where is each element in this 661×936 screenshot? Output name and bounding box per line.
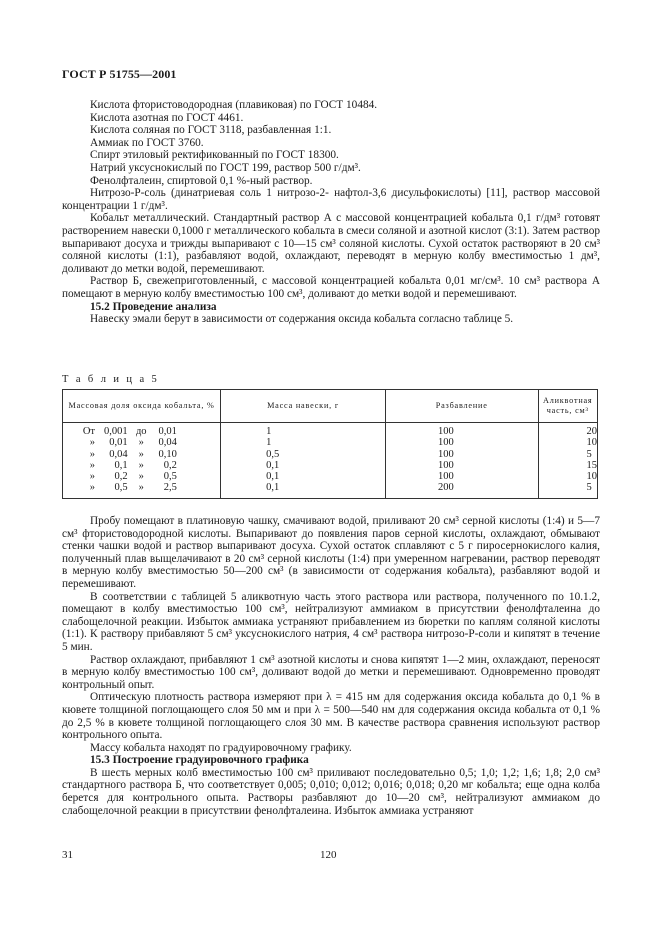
table-cell [63,460,221,471]
cell-sep: » [138,471,144,483]
table-row [63,460,598,471]
cell-sep: до [135,426,147,437]
table-row [63,437,598,448]
column-header: Массовая доля оксида кобальта, % [63,390,221,423]
table-row [63,482,598,498]
table-cell: 1 [221,437,386,448]
table-cell: 10 [538,437,598,448]
table-cell [63,423,221,438]
table-cell: 0,1 [221,482,386,498]
paragraph: Аммиак по ГОСТ 3760. [90,136,204,149]
table-cell [63,449,221,460]
cell-sep: » [138,448,144,460]
cell-from: 0,1 [114,459,128,471]
table-caption: Т а б л и ц а 5 [62,374,160,385]
cell-prefix: » [89,482,95,494]
table-cell [63,437,221,448]
paragraph: Спирт этиловый ректификованный по ГОСТ 18300. [90,149,339,162]
footer-number: 31 [62,849,73,861]
table-cell: 100 [385,423,538,438]
paragraph: Пробу помещают в платиновую чашку, смачивают водой, приливают 20 см³ серной кислоты (1:4) и 5—7 см³ фтористоводородной кислоты. Выпаривают до появления паров серной кислоты, охлаждают, обмывают стенки чашки водой и раствор выпаривают досуха. Сухой остаток сплавляют с 5 г пиросернокислого калия, полученный плав выщелачивают в 20 см³ серной кислоты (1:4) при умеренном нагревании, раствор переводят в мерную колбу вместимостью 50—200 см³ (в зависимости от содержания кобальта), разбавляют водой и перемешивают. [62,515,600,590]
column-header: Разбавление [385,390,538,423]
paragraph: Кобальт металлический. Стандартный раствор А с массовой концентрацией кобальта 0,1 г/дм³ готовят растворением навески 0,1000 г металлического кобальта в смеси соляной и азотной кислот (3:1). Затем раствор выпаривают досуха и трижды выпаривают с 10—15 см³ соляной кислоты. Сухой остаток растворяют в 20 см³ соляной кислоты (1:1), разбавляют водой, охлаждают, переводят в мерную колбу вместимостью 1 дм³, доливают до метки водой, перемешивают. [62,212,600,275]
cell-to: 0,5 [163,471,177,483]
table-cell: 0,1 [221,471,386,482]
table-cell: 5 [538,482,598,498]
table-5 [62,389,598,499]
table-cell: 0,5 [221,449,386,460]
paragraph: Оптическую плотность раствора измеряют при λ = 415 нм для содержания оксида кобальта до 0,1 % в кювете толщиной поглощающего слоя 50 мм и при λ = 500—540 нм для содержания оксида кобальта от 0,1 % до 2,5 % в кювете толщиной поглощающего слоя 30 мм. В качестве раствора сравнения используют раствор контрольного опыта. [62,691,600,742]
analysis-section [62,515,600,817]
table-cell [63,471,221,482]
paragraph: Раствор охлаждают, прибавляют 1 см³ азотной кислоты и снова кипятят 1—2 мин, охлаждают, переносят в мерную колбу вместимостью 100 см³, доливают водой до метки и перемешивают. Одновременно проводят контрольный опыт. [62,653,600,691]
table-cell [63,482,221,498]
table-row [63,423,598,438]
cell-from: 0,5 [114,482,128,494]
paragraph: Раствор Б, свежеприготовленный, с массовой концентрацией кобальта 0,01 мг/см³. 10 см³ раствора А помещают в мерную колбу вместимостью 100 см³, доливают до метки водой и перемешивают. [62,275,600,300]
table-cell: 1 [221,423,386,438]
table-row [63,449,598,460]
cell-prefix: » [89,448,95,460]
cell-prefix: От [82,426,95,437]
table-cell: 5 [538,449,598,460]
table-cell: 15 [538,460,598,471]
column-header: Масса навески, г [221,390,386,423]
table-cell: 10 [538,471,598,482]
reagents-section [62,99,600,326]
cell-from: 0,04 [109,448,128,460]
cell-from: 0,001 [104,426,128,437]
cell-sep: » [138,482,144,494]
column-header: Аликвотная часть, см³ [538,390,598,423]
table-cell: 0,1 [221,460,386,471]
table-cell: 200 [385,482,538,498]
paragraph: Кислота соляная по ГОСТ 3118, разбавленная 1:1. [90,124,332,137]
cell-prefix: » [89,459,95,471]
cell-sep: » [138,437,144,449]
standard-header: ГОСТ Р 51755—2001 [62,67,177,81]
section-heading-15-3: 15.3 Построение градуировочного графика [90,754,309,767]
cell-to: 0,2 [163,459,177,471]
table-cell: 100 [385,449,538,460]
paragraph: Натрий уксуснокислый по ГОСТ 199, раствор 500 г/дм³. [90,161,361,174]
table-header-row [63,390,598,423]
cell-to: 0,10 [158,448,177,460]
table-row [63,471,598,482]
cell-from: 0,01 [109,437,128,449]
paragraph: Массу кобальта находят по градуировочному графику. [90,741,352,754]
paragraph: Фенолфталеин, спиртовой 0,1 %-ный раствор. [90,174,313,187]
paragraph: Кислота азотная по ГОСТ 4461. [90,111,244,124]
cell-prefix: » [89,437,95,449]
paragraph: В шесть мерных колб вместимостью 100 см³ приливают последовательно 0,5; 1,0; 1,2; 1,6; 1,8; 2,0 см³ стандартного раствора Б, что соответствует 0,005; 0,010; 0,012; 0,016; 0,018; 0,20 мг кобальта; еще одна колба берется для контрольного опыта. Растворы разбавляют до 10—20 см³, нейтрализуют аммиаком до слабощелочной реакции в присутствии фенолфталеина. Избыток аммиака устраняют [62,766,600,817]
table-cell: 100 [385,471,538,482]
cell-to: 0,04 [158,437,177,449]
table-cell: 100 [385,460,538,471]
page-number: 120 [320,849,337,861]
cell-sep: » [138,459,144,471]
table-cell: 100 [385,437,538,448]
cell-to: 2,5 [163,482,177,494]
cell-prefix: » [89,471,95,483]
paragraph: Кислота фтористоводородная (плавиковая) по ГОСТ 10484. [90,99,378,111]
paragraph: Нитрозо-Р-соль (динатриевая соль 1 нитрозо-2- нафтол-3,6 дисульфокислоты) [11], раствор массовой концентрации 1 г/дм³. [62,187,600,212]
cell-to: 0,01 [158,426,177,437]
section-heading-15-2: 15.2 Проведение анализа [90,300,217,313]
paragraph: В соответствии с таблицей 5 аликвотную часть этого раствора или раствора, полученного по 10.1.2, помещают в колбу вместимостью 100 см³, нейтрализуют аммиаком в присутствии фенолфталеина до слабощелочной реакции. Избыток аммиака устраняют прибавлением из бюретки по каплям соляной кислоты (1:1). К раствору прибавляют 5 см³ уксуснокислого натрия, 4 см³ раствора нитрозо-Р-соли и кипятят в течение 5 мин. [62,590,600,653]
paragraph: Навеску эмали берут в зависимости от содержания оксида кобальта согласно таблице 5. [90,313,514,326]
table-cell: 20 [538,423,598,438]
cell-from: 0,2 [114,471,128,483]
